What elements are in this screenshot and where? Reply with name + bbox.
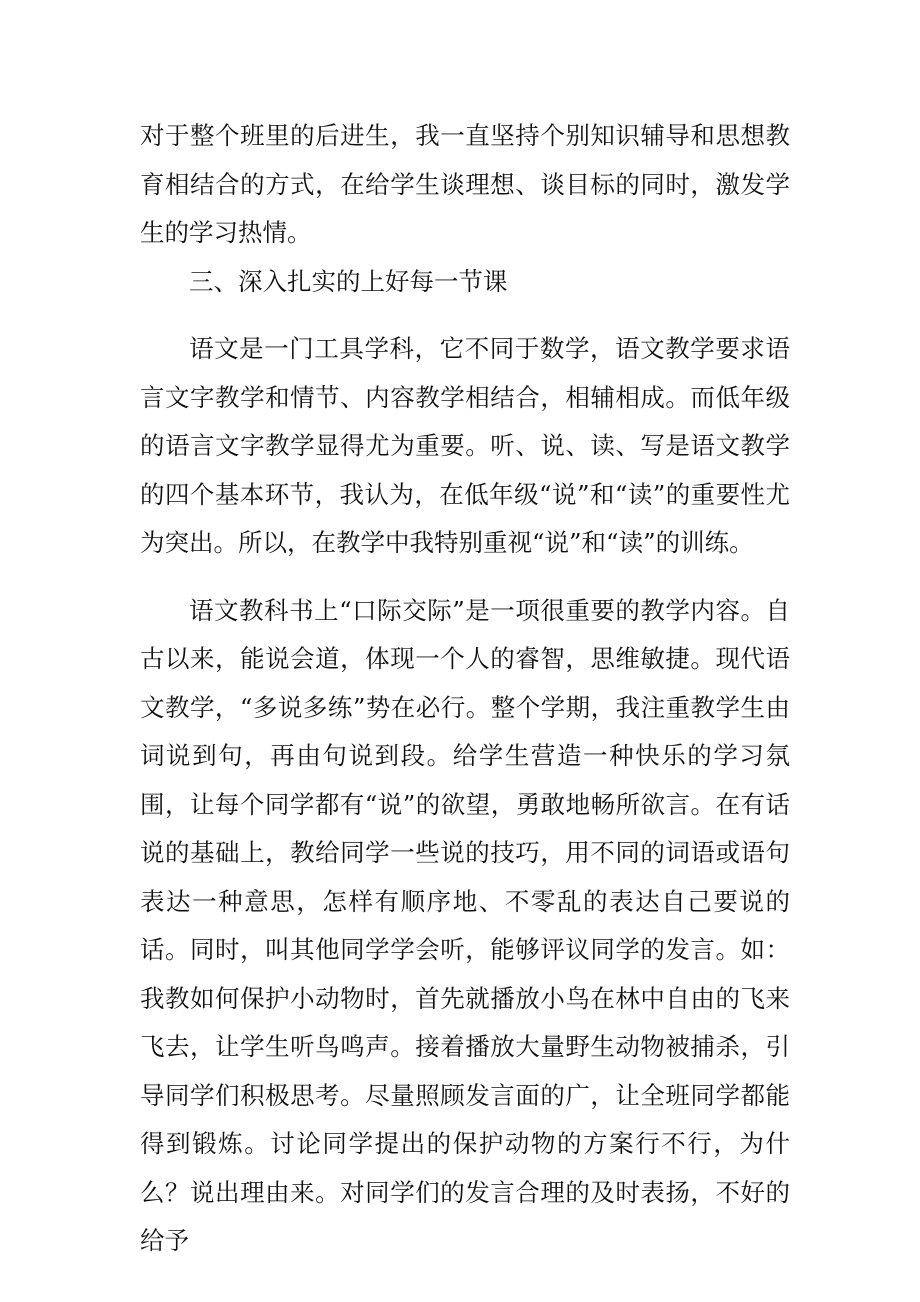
paragraph-language-teaching: 语文是一门工具学科，它不同于数学，语文教学要求语言文字教学和情节、内容教学相结合，相辅相成。而低年级的语言文字教学显得尤为重要。听、说、读、写是语文教学的四个基本环节，我认为，在低年级“说”和“读”的重要性尤为突出。所以，在教学中我特别重视“说”和“读”的训练。 — [140, 334, 790, 557]
paragraph-continuation: 对于整个班里的后进生，我一直坚持个别知识辅导和思想教育相结合的方式，在给学生谈理想、谈目标的同时，激发学生的学习热情。 — [140, 121, 790, 247]
document-body — [140, 112, 790, 1266]
section-heading: 三、深入扎实的上好每一节课 — [189, 266, 508, 296]
paragraph-oral-communication: 语文教科书上“口际交际”是一项很重要的教学内容。自古以来，能说会道，体现一个人的睿智，思维敏捷。现代语文教学，“多说多练”势在必行。整个学期，我注重教学生由词说到句，再由句说到段。给学生营造一种快乐的学习氛围，让每个同学都有“说”的欲望，勇敢地畅所欲言。在有话说的基础上，教给同学一些说的技巧，用不同的词语或语句表达一种意思，怎样有顺序地、不零乱的表达自己要说的话。同时，叫其他同学学会听，能够评议同学的发言。如：我教如何保护小动物时，首先就播放小鸟在林中自由的飞来飞去，让学生听鸟鸣声。接着播放大量野生动物被捕杀，引导同学们积极思考。尽量照顾发言面的广，让全班同学都能得到锻炼。讨论同学提出的保护动物的方案行不行，为什么？说出理由来。对同学们的发言合理的及时表扬，不好的给予 — [140, 595, 790, 1255]
